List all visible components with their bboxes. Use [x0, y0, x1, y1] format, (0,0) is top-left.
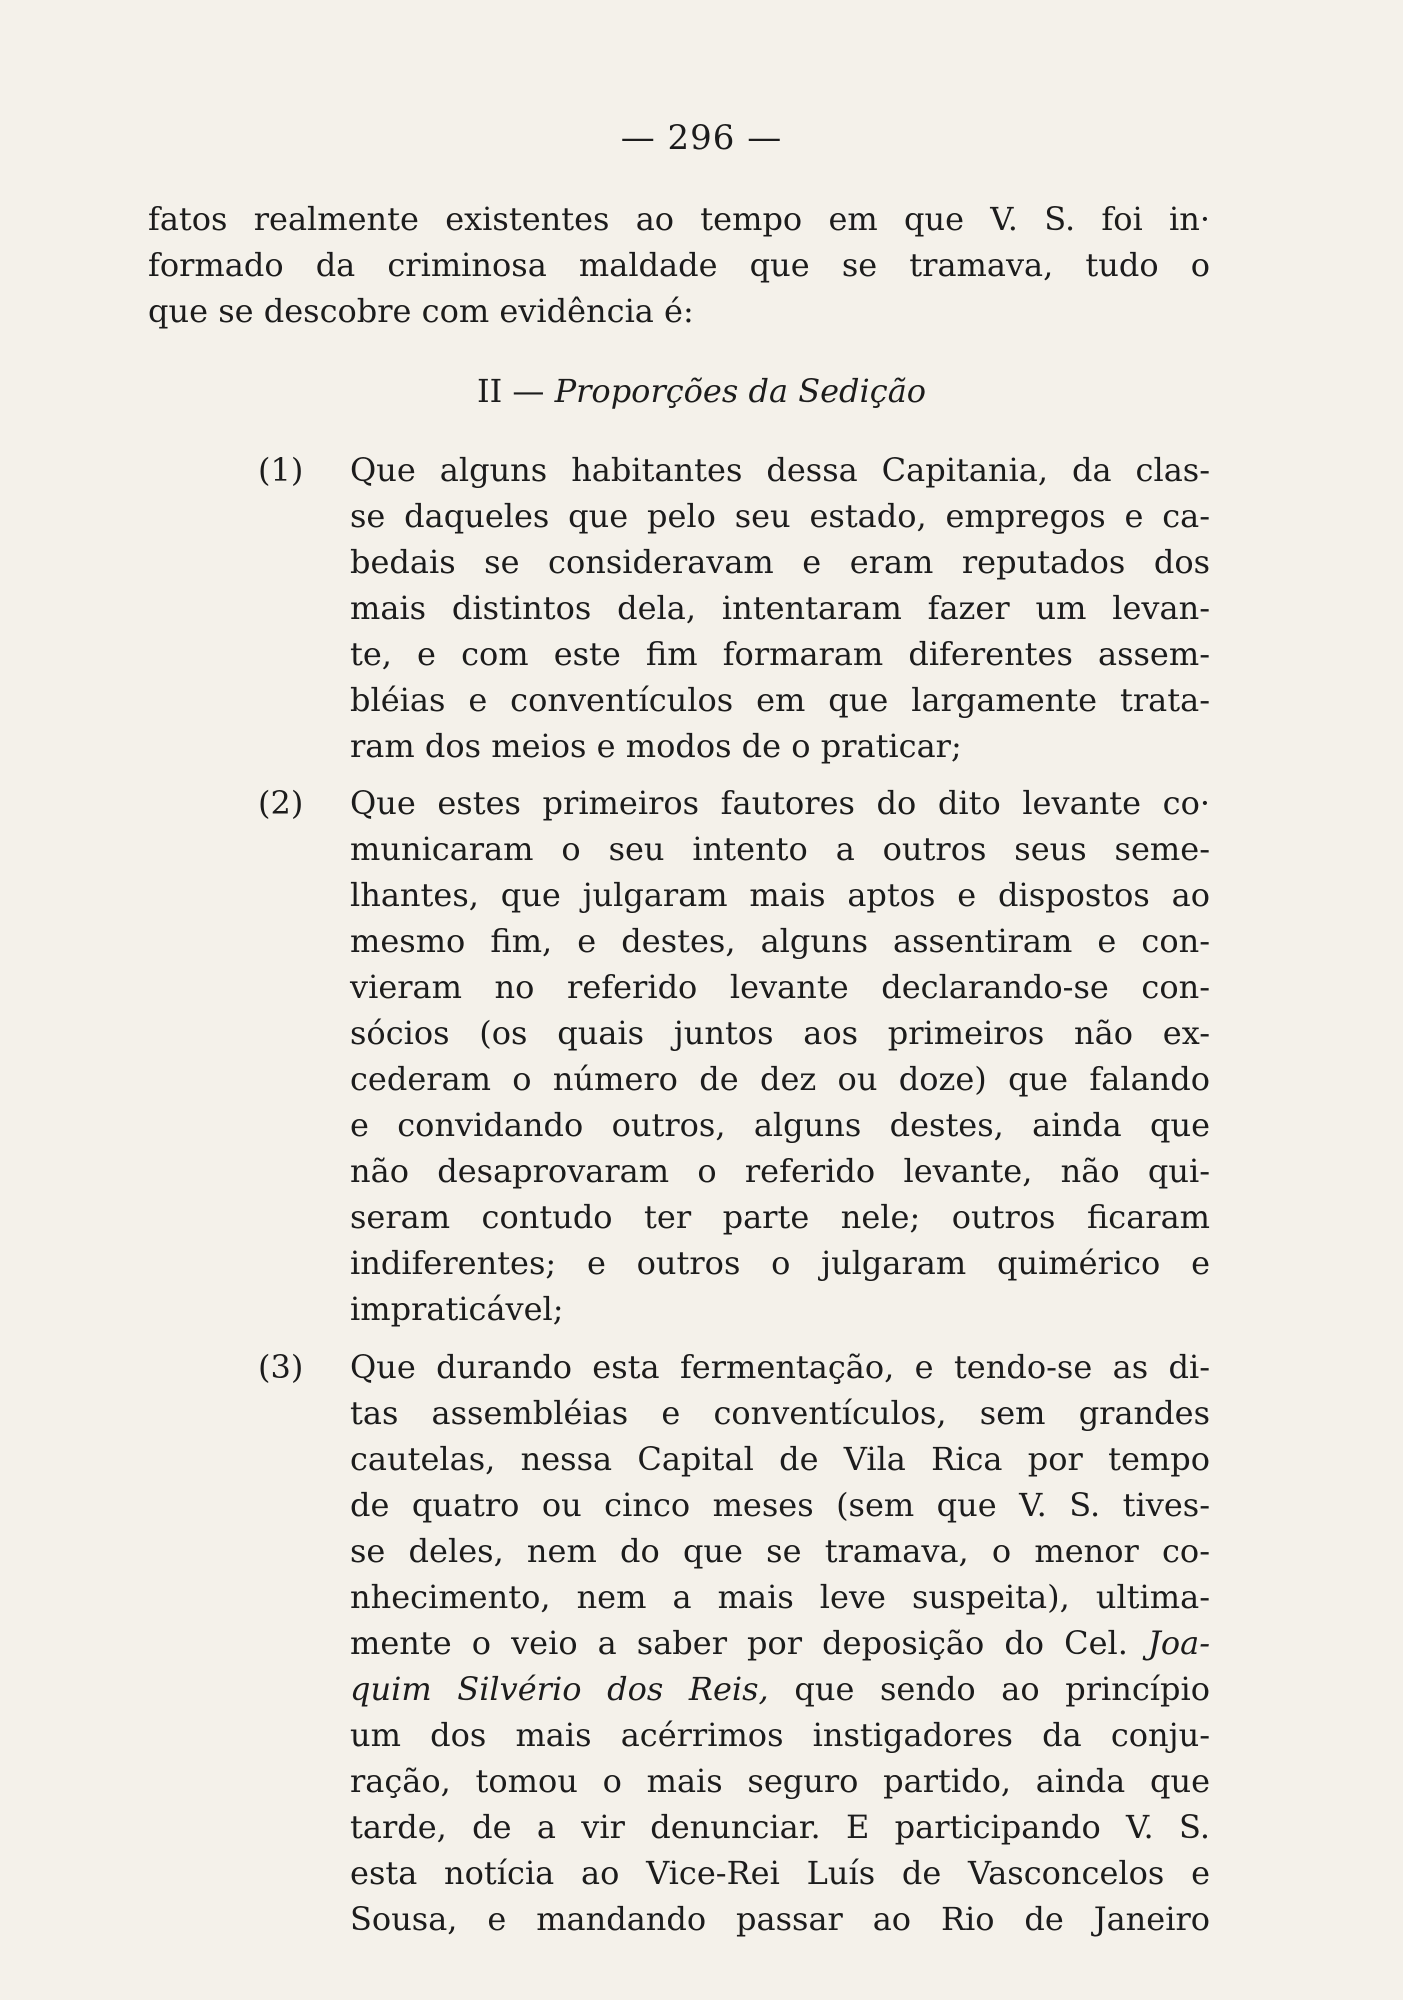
item-line: municaram o seu intento a outros seus seme- [350, 830, 1210, 868]
person-name: quim Silvério dos Reis, [350, 1670, 769, 1708]
item-line: se daqueles que pelo seu estado, empregos e ca- [350, 497, 1210, 535]
item-line: Que alguns habitantes dessa Capitania, da clas- [350, 451, 1210, 489]
section-title: Proporções da Sedição [554, 372, 927, 410]
item-number: (1) [258, 451, 304, 489]
item-line: se deles, nem do que se tramava, o menor co- [350, 1532, 1210, 1570]
line-text: mente o veio a saber por deposição do Cel. [350, 1624, 1128, 1662]
item-line: te, e com este fim formaram diferentes assem- [350, 635, 1210, 673]
intro-line: que se descobre com evidência é: [148, 292, 694, 330]
item-line: lhantes, que julgaram mais aptos e dispostos ao [350, 876, 1210, 914]
item-line: nhecimento, nem a mais leve suspeita), ultima- [350, 1578, 1210, 1616]
item-line: bléias e conventículos em que largamente trata- [350, 681, 1210, 719]
item-body [350, 780, 1210, 1332]
item-line: sócios (os quais juntos aos primeiros não ex- [350, 1014, 1210, 1052]
item-line: Que durando esta fermentação, e tendo-se as di- [350, 1348, 1210, 1386]
item-line: ram dos meios e modos de o praticar; [350, 727, 962, 765]
item-line-with-name [350, 1666, 1210, 1712]
item-line: ração, tomou o mais seguro partido, ainda que [350, 1762, 1210, 1800]
item-line-with-name [350, 1620, 1210, 1666]
item-line: não desaprovaram o referido levante, não qui- [350, 1152, 1210, 1190]
intro-line: fatos realmente existentes ao tempo em que V. S. foi in· [148, 200, 1210, 238]
item-line: impraticável; [350, 1290, 564, 1328]
item-number: (2) [258, 784, 304, 822]
intro-line: formado da criminosa maldade que se tramava, tudo o [148, 246, 1210, 284]
item-body [350, 1344, 1210, 1942]
item-line: Que estes primeiros fautores do dito levante co· [350, 784, 1210, 822]
person-name: Joa- [1148, 1624, 1211, 1662]
item-line: seram contudo ter parte nele; outros ficaram [350, 1198, 1210, 1236]
item-body [350, 447, 1210, 769]
item-line: tas assembléias e conventículos, sem grandes [350, 1394, 1210, 1432]
item-line: vieram no referido levante declarando-se con- [350, 968, 1210, 1006]
section-heading [0, 372, 1403, 410]
item-number: (3) [258, 1348, 304, 1386]
item-line: bedais se consideravam e eram reputados dos [350, 543, 1210, 581]
section-roman: II — [476, 372, 545, 410]
page-number: — 296 — [620, 118, 783, 158]
item-line: mesmo fim, e destes, alguns assentiram e con- [350, 922, 1210, 960]
item-line: de quatro ou cinco meses (sem que V. S. tives- [350, 1486, 1210, 1524]
item-line: um dos mais acérrimos instigadores da conju- [350, 1716, 1210, 1754]
item-line: mais distintos dela, intentaram fazer um levan- [350, 589, 1210, 627]
item-line: Sousa, e mandando passar ao Rio de Janeiro [350, 1900, 1210, 1938]
item-line: cederam o número de dez ou doze) que falando [350, 1060, 1210, 1098]
item-line: indiferentes; e outros o julgaram quimérico e [350, 1244, 1210, 1282]
item-line: esta notícia ao Vice-Rei Luís de Vasconcelos e [350, 1854, 1210, 1892]
item-line: e convidando outros, alguns destes, ainda que [350, 1106, 1210, 1144]
item-line: cautelas, nessa Capital de Vila Rica por tempo [350, 1440, 1210, 1478]
item-line: tarde, de a vir denunciar. E participando V. S. [350, 1808, 1210, 1846]
line-text: que sendo ao princípio [794, 1670, 1211, 1708]
intro-paragraph [148, 196, 1210, 334]
